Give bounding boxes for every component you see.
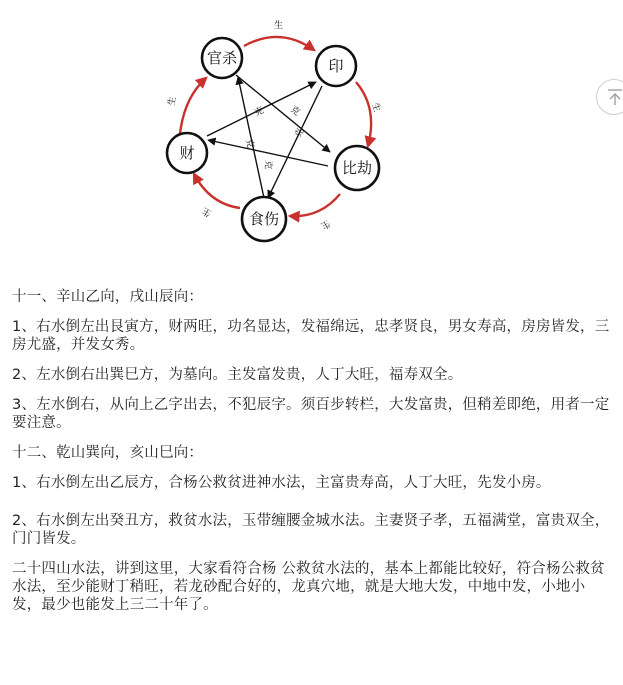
sheng-label-5: 生 — [167, 95, 179, 107]
node-cai — [167, 133, 207, 173]
ke-arrow-yin-shishang — [268, 86, 322, 198]
node-shishang-label: 食伤 — [248, 210, 280, 228]
paragraph: 3、左水倒右，从向上乙字出去，不犯辰字。须百步转栏，大发富贵，但稍差即绝，用者一定要注意。 — [12, 397, 610, 431]
sheng-label-1: 生 — [274, 21, 284, 31]
article-body — [12, 288, 612, 626]
node-yin-label: 印 — [328, 57, 344, 75]
node-shishang — [242, 197, 286, 241]
node-yin — [316, 46, 356, 86]
paragraph: 二十四山水法，讲到这里，大家看符合杨 公救贫水法的，基本上都能比较好，符合杨公救贫水法，至少能财丁稍旺，若龙砂配合好的，龙真穴地，就是大地大发，中地中发，小地小发，最少也能发上三二十年了。 — [12, 561, 605, 613]
back-to-top-button[interactable] — [596, 79, 623, 115]
paragraph: 1、右水倒左出乙辰方，合杨公救贫进神水法，主富贵寿高，人丁大旺，先发小房。 — [12, 475, 551, 491]
sheng-arrow-shishang-cai — [194, 174, 240, 208]
ke-label-5: 克 — [262, 159, 273, 170]
ke-label-2: 克 — [288, 104, 302, 119]
ke-label-4: 克 — [293, 126, 307, 140]
node-cai-label: 财 — [179, 144, 195, 162]
sheng-arrow-cai-guansha — [180, 78, 206, 134]
node-guansha — [202, 38, 242, 78]
sheng-arrow-bijie-shishang — [290, 194, 340, 216]
back-to-top-icon — [606, 88, 623, 106]
node-guansha-label: 官杀 — [206, 49, 238, 67]
section-heading-11: 十一、辛山乙向，戌山辰向： — [12, 289, 204, 305]
sheng-arrow-guansha-yin — [244, 37, 314, 50]
section-heading-12: 十二、乾山巽向，亥山巳向： — [12, 445, 204, 461]
ke-label-3: 克 — [243, 138, 256, 150]
sheng-arrow-yin-bijie — [356, 82, 371, 146]
paragraph: 2、右水倒左出癸丑方，救贫水法，玉带缠腰金城水法。主妻贤子孝，五福满堂，富贵双全，门门皆发。 — [12, 513, 610, 547]
node-bijie — [335, 146, 379, 190]
sheng-label-2: 生 — [369, 101, 382, 114]
paragraph: 2、左水倒右出巽巳方，为墓向。主发富发贵，人丁大旺，福寿双全。 — [12, 367, 463, 383]
ke-label-1: 克 — [253, 105, 266, 119]
sheng-label-3: 生 — [318, 217, 332, 231]
sheng-label-4: 生 — [200, 204, 214, 219]
node-bijie-label: 比劫 — [341, 159, 373, 177]
paragraph: 1、右水倒左出艮寅方，财两旺，功名显达，发福绵远，忠孝贤良，男女寿高，房房皆发，三房尤盛，并发女秀。 — [12, 319, 610, 353]
